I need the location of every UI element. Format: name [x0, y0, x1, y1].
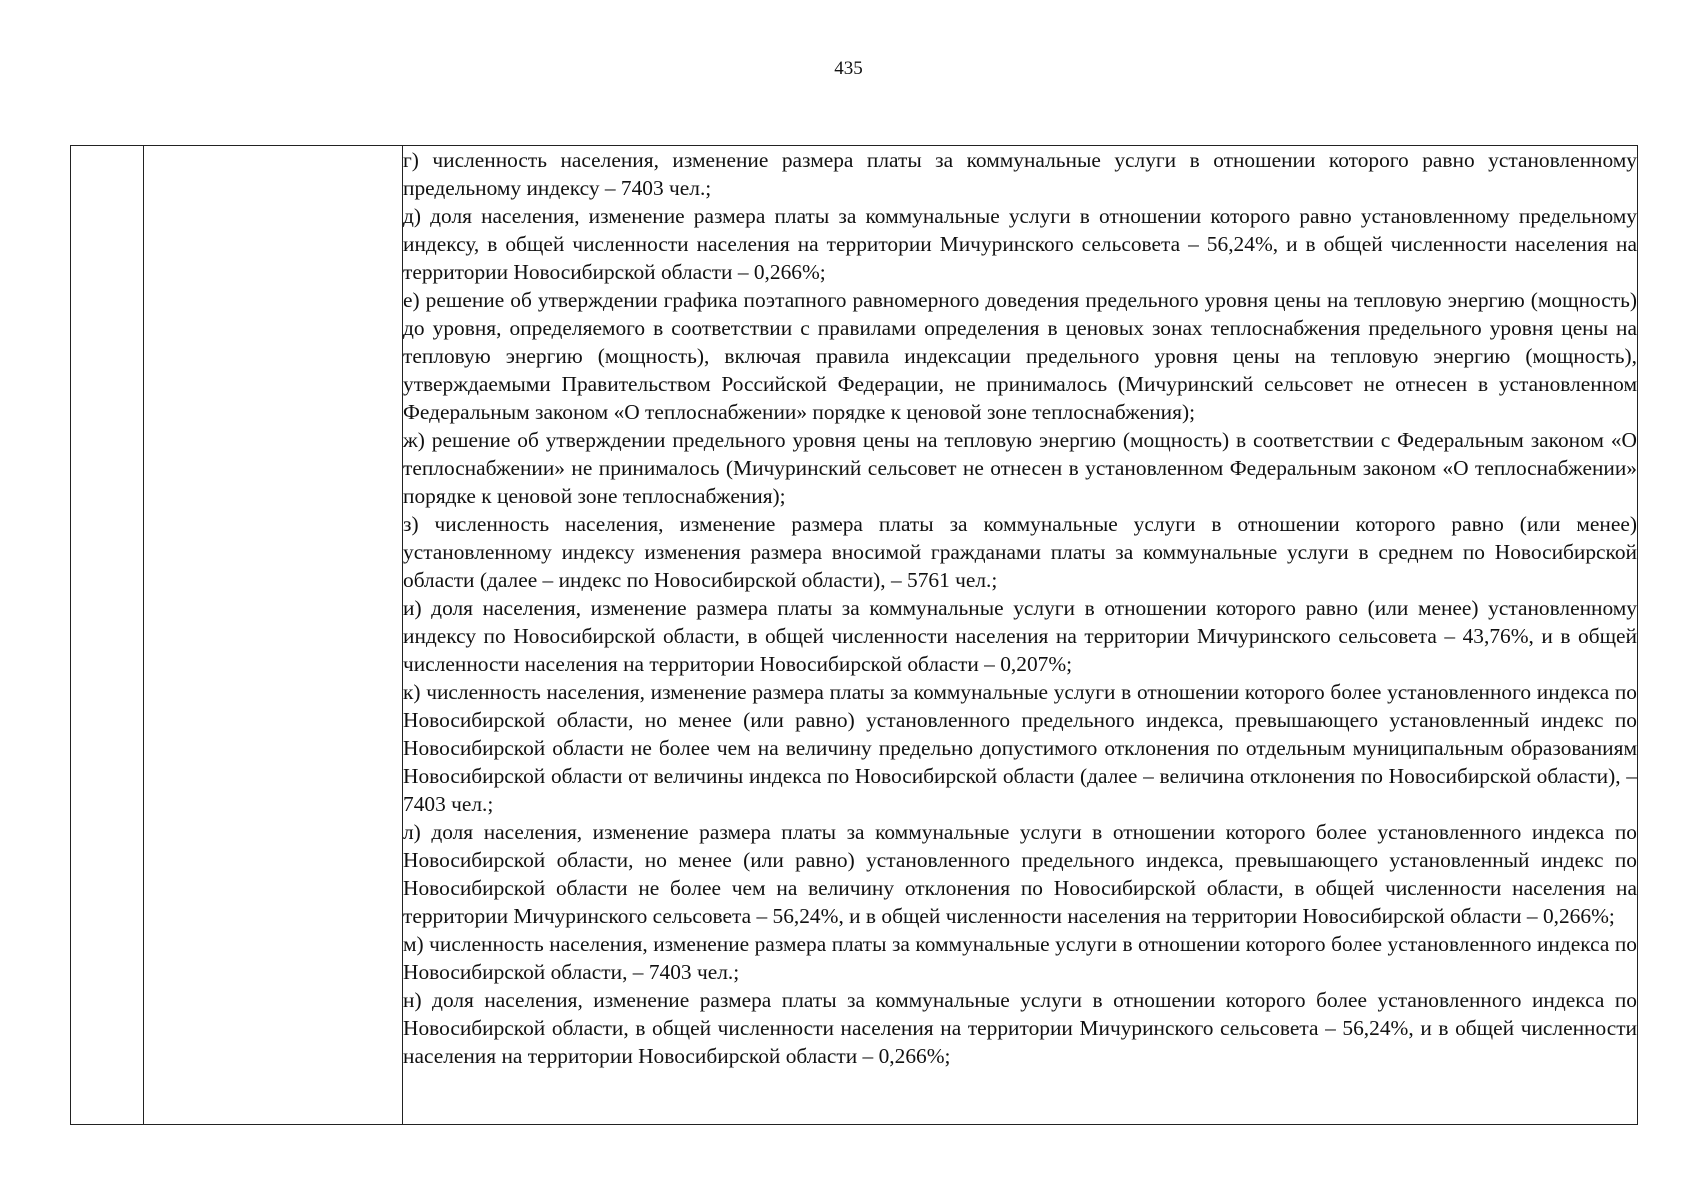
paragraph-m: м) численность населения, изменение размера платы за коммунальные услуги в отношении которого более установленного индекса по Новосибирской области, – 7403 чел.; — [403, 932, 1637, 984]
paragraph-i: и) доля населения, изменение размера платы за коммунальные услуги в отношении которого равно (или менее) установленному индексу по Новосибирской области, в общей численности населения на территории Мичуринского сельсовета – 43,76%, и в общей численности населения на территории Новосибирской области – 0,207%; — [403, 596, 1637, 676]
table-cell-content — [403, 146, 1638, 1125]
table-row — [71, 146, 1638, 1125]
document-table — [70, 145, 1638, 1125]
paragraph-zh: ж) решение об утверждении предельного уровня цены на тепловую энергию (мощность) в соответствии с Федеральным законом «О теплоснабжении» не принималось (Мичуринский сельсовет не отнесен в установленном Федеральным законом «О теплоснабжении» порядке к ценовой зоне теплоснабжения); — [403, 428, 1637, 508]
paragraph-e: е) решение об утверждении графика поэтапного равномерного доведения предельного уровня цены на тепловую энергию (мощность) до уровня, определяемого в соответствии с правилами определения в ценовых зонах теплоснабжения предельного уровня цены на тепловую энергию (мощность), включая правила индексации предельного уровня цены на тепловую энергию (мощность), утверждаемыми Правительством Российской Федерации, не принималось (Мичуринский сельсовет не отнесен в установленном Федеральным законом «О теплоснабжении» порядке к ценовой зоне теплоснабжения); — [403, 288, 1637, 424]
table-cell-name — [144, 146, 403, 1125]
page-number: 435 — [834, 58, 863, 79]
paragraph-l: л) доля населения, изменение размера платы за коммунальные услуги в отношении которого более установленного индекса по Новосибирской области, но менее (или равно) установленного предельного индекса, превышающего установленный индекс по Новосибирской области не более чем на величину отклонения по Новосибирской области, в общей численности населения на территории Мичуринского сельсовета – 56,24%, и в общей численности населения на территории Новосибирской области – 0,266%; — [403, 820, 1637, 928]
table-cell-number — [71, 146, 144, 1125]
paragraph-z: з) численность населения, изменение размера платы за коммунальные услуги в отношении которого равно (или менее) установленному индексу изменения размера вносимой гражданами платы за коммунальные услуги в среднем по Новосибирской области (далее – индекс по Новосибирской области), – 5761 чел.; — [403, 512, 1637, 592]
paragraph-g: г) численность населения, изменение размера платы за коммунальные услуги в отношении которого равно установленному предельному индексу – 7403 чел.; — [403, 148, 1637, 200]
paragraph-d: д) доля населения, изменение размера платы за коммунальные услуги в отношении которого равно установленному предельному индексу, в общей численности населения на территории Мичуринского сельсовета – 56,24%, и в общей численности населения на территории Новосибирской области – 0,266%; — [403, 204, 1637, 284]
paragraph-n: н) доля населения, изменение размера платы за коммунальные услуги в отношении которого более установленного индекса по Новосибирской области, в общей численности населения на территории Мичуринского сельсовета – 56,24%, и в общей численности населения на территории Новосибирской области – 0,266%; — [403, 988, 1637, 1068]
paragraph-k: к) численность населения, изменение размера платы за коммунальные услуги в отношении которого более установленного индекса по Новосибирской области, но менее (или равно) установленного предельного индекса, превышающего установленный индекс по Новосибирской области не более чем на величину предельно допустимого отклонения по отдельным муниципальным образованиям Новосибирской области от величины индекса по Новосибирской области (далее – величина отклонения по Новосибирской области), – 7403 чел.; — [403, 680, 1637, 816]
